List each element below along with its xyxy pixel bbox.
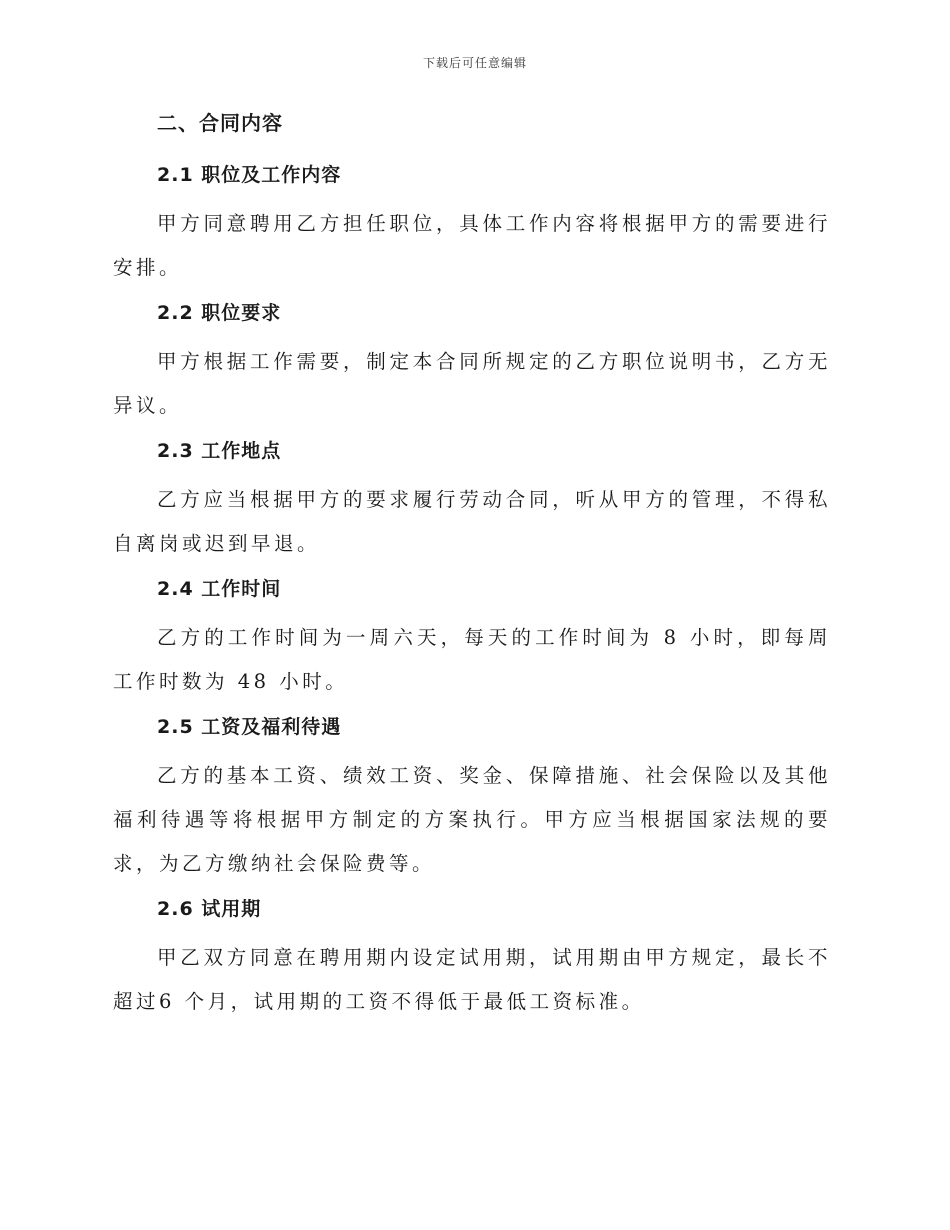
clause-title: 2.4 工作时间 xyxy=(157,578,282,600)
clause-title: 2.5 工资及福利待遇 xyxy=(157,716,342,738)
clause xyxy=(113,896,831,1024)
clause-title: 2.3 工作地点 xyxy=(157,440,282,462)
clause xyxy=(113,438,831,566)
header-note: 下载后可任意编辑 xyxy=(422,56,527,70)
clause-title: 2.2 职位要求 xyxy=(157,302,282,324)
clause-text: 乙方的基本工资、绩效工资、奖金、保障措施、社会保险以及其他福利待遇等将根据甲方制定的方案执行。甲方应当根据国家法规的要求，为乙方缴纳社会保险费等。 xyxy=(113,764,831,875)
clause-text: 乙方应当根据甲方的要求履行劳动合同，听从甲方的管理，不得私自离岗或迟到早退。 xyxy=(113,488,831,555)
section-title: 二、合同内容 xyxy=(157,111,283,135)
clause-title: 2.1 职位及工作内容 xyxy=(157,164,342,186)
clause-text: 甲方同意聘用乙方担任职位，具体工作内容将根据甲方的需要进行安排。 xyxy=(113,212,831,279)
document-body xyxy=(113,110,831,1034)
clause-text: 乙方的工作时间为一周六天，每天的工作时间为 8 小时，即每周工作时数为 48 小时。 xyxy=(113,626,831,693)
clause-text: 甲乙双方同意在聘用期内设定试用期，试用期由甲方规定，最长不超过6 个月，试用期的工资不得低于最低工资标准。 xyxy=(113,946,831,1013)
clause xyxy=(113,300,831,428)
clause xyxy=(113,714,831,886)
clause xyxy=(113,576,831,704)
clause xyxy=(113,162,831,290)
clause-text: 甲方根据工作需要，制定本合同所规定的乙方职位说明书，乙方无异议。 xyxy=(113,350,831,417)
clause-title: 2.6 试用期 xyxy=(157,898,262,920)
